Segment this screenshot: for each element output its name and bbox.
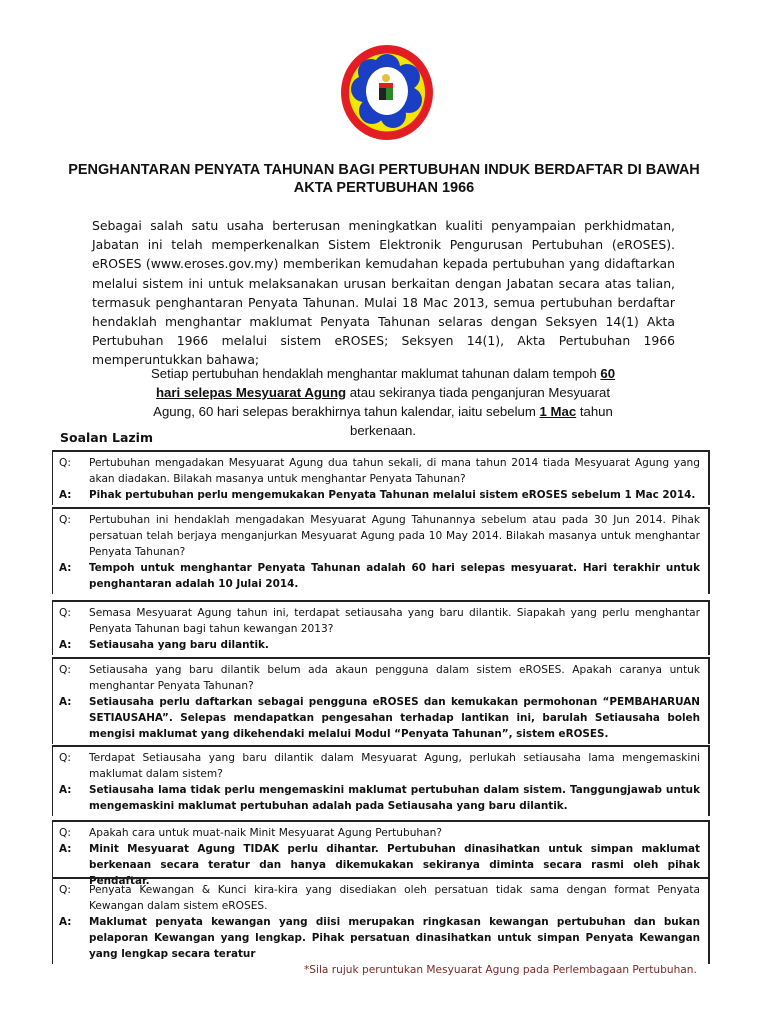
act-quote bbox=[138, 364, 628, 440]
q-label: Q: bbox=[59, 457, 71, 469]
faq-answer bbox=[59, 560, 700, 592]
q-label: Q: bbox=[59, 664, 71, 676]
answer-text: Setiausaha yang baru dilantik. bbox=[89, 639, 269, 651]
a-label: A: bbox=[59, 843, 72, 855]
a-label: A: bbox=[59, 916, 72, 928]
answer-text: Pihak pertubuhan perlu mengemukakan Penyata Tahunan melalui sistem eROSES sebelum 1 Mac 2014. bbox=[89, 489, 696, 501]
faq-question bbox=[59, 605, 700, 637]
faq-question bbox=[59, 512, 700, 560]
faq-question bbox=[59, 662, 700, 694]
faq-item bbox=[52, 877, 710, 964]
q-label: Q: bbox=[59, 827, 71, 839]
quote-text: atau sekiranya tiada penganjuran Mesyuarat Agung, 60 hari selepas berakhirnya tahun kalendar, iaitu sebelum bbox=[153, 385, 610, 419]
faq-item bbox=[52, 600, 710, 655]
answer-text: Setiausaha perlu daftarkan sebagai pengguna eROSES dan kemukakan permohonan “PEMBAHARUAN SETIAUSAHA”. Selepas mendapatkan pengesahan terhadap lantikan ini, barulah Setiausaha boleh mengisi maklumat yang dikehendaki melalui Modul “Penyata Tahunan”, sistem eROSES. bbox=[89, 696, 700, 740]
faq-item bbox=[52, 450, 710, 505]
quote-text: Setiap pertubuhan hendaklah menghantar maklumat tahunan dalam tempoh bbox=[150, 366, 601, 381]
question-text: Terdapat Setiausaha yang baru dilantik dalam Mesyuarat Agung, perlukah setiausaha lama mengemaskini maklumat dalam sistem? bbox=[89, 752, 700, 780]
question-text: Setiausaha yang baru dilantik belum ada akaun pengguna dalam sistem eROSES. Apakah caranya untuk menghantar Penyata Tahunan? bbox=[89, 664, 700, 692]
question-text: Apakah cara untuk muat-naik Minit Mesyuarat Agung Pertubuhan? bbox=[89, 827, 442, 839]
quote-text: tahun berkenaan. bbox=[350, 404, 613, 438]
a-label: A: bbox=[59, 784, 72, 796]
question-text: Semasa Mesyuarat Agung tahun ini, terdapat setiausaha yang baru dilantik. Siapakah yang perlu menghantar Penyata Tahunan bagi tahun kewangan 2013? bbox=[89, 607, 700, 635]
answer-text: Maklumat penyata kewangan yang diisi merupakan ringkasan kewangan pertubuhan dan bukan pelaporan Kewangan yang lengkap. Pihak persatuan dinasihatkan untuk simpan Penyata Kewangan yang lengkap secara teratur bbox=[89, 916, 700, 960]
question-text: Pertubuhan mengadakan Mesyuarat Agung dua tahun sekali, di mana tahun 2014 tiada Mesyuarat Agung yang akan diadakan. Bilakah masanya untuk menghantar Penyata Tahunan? bbox=[89, 457, 700, 485]
faq-answer bbox=[59, 694, 700, 742]
a-label: A: bbox=[59, 639, 72, 651]
intro-paragraph: Sebagai salah satu usaha berterusan meningkatkan kualiti penyampaian perkhidmatan, Jabatan ini telah memperkenalkan Sistem Elektronik Pengurusan Pertubuhan (eROSES). eROSES (www.eroses.gov.my) memberikan kemudahan kepada pertubuhan yang didaftarkan melalui sistem ini untuk melaksanakan urusan berkaitan dengan Jabatan secara atas talian, termasuk penghantaran Penyata Tahunan. Mulai 18 Mac 2013, semua pertubuhan berdaftar hendaklah menghantar maklumat Penyata Tahunan selaras dengan Seksyen 14(1) Akta Pertubuhan 1966 melalui sistem eROSES; Seksyen 14(1), Akta Pertubuhan 1966 memperuntukkan bahawa; bbox=[92, 218, 675, 368]
q-label: Q: bbox=[59, 607, 71, 619]
faq-item bbox=[52, 507, 710, 594]
faq-item bbox=[52, 745, 710, 816]
faq-item bbox=[52, 657, 710, 744]
question-text: Penyata Kewangan & Kunci kira-kira yang disediakan oleh persatuan tidak sama dengan format Penyata Kewangan dalam sistem eROSES. bbox=[89, 884, 700, 912]
quote-underline: 1 Mac bbox=[539, 404, 577, 419]
question-text: Pertubuhan ini hendaklah mengadakan Mesyuarat Agung Tahunannya sebelum atau pada 30 Jun 2014. Pihak persatuan telah berjaya menganjurkan Mesyuarat Agung pada 10 May 2014. Bilakah masanya untuk menghantar Penyata Tahunan? bbox=[89, 514, 700, 558]
q-label: Q: bbox=[59, 884, 71, 896]
answer-text: Setiausaha lama tidak perlu mengemaskini maklumat pertubuhan dalam sistem. Tanggungjawab untuk mengemaskini maklumat pertubuhan adalah pada Setiausaha yang baru dilantik. bbox=[89, 784, 700, 812]
footnote: *Sila rujuk peruntukan Mesyuarat Agung pada Perlembagaan Pertubuhan. bbox=[304, 964, 697, 976]
faq-answer bbox=[59, 782, 700, 814]
faq-answer bbox=[59, 487, 700, 503]
faq-question bbox=[59, 750, 700, 782]
quote-underline: 60 hari selepas Mesyuarat Agung bbox=[156, 366, 616, 400]
faq-question bbox=[59, 882, 700, 914]
a-label: A: bbox=[59, 562, 72, 574]
faq-answer bbox=[59, 637, 700, 653]
a-label: A: bbox=[59, 696, 72, 708]
answer-text: Tempoh untuk menghantar Penyata Tahunan adalah 60 hari selepas mesyuarat. Hari terakhir untuk penghantaran adalah 10 Julai 2014. bbox=[89, 562, 700, 590]
faq-question bbox=[59, 825, 700, 841]
answer-text: Minit Mesyuarat Agung TIDAK perlu dihantar. Pertubuhan dinasihatkan untuk simpan maklumat berkenaan secara teratur dan hanya dikemukakan sekiranya diminta secara rasmi oleh pihak Pendaftar. bbox=[89, 843, 700, 887]
q-label: Q: bbox=[59, 514, 71, 526]
q-label: Q: bbox=[59, 752, 71, 764]
faq-answer bbox=[59, 914, 700, 962]
faq-question bbox=[59, 455, 700, 487]
faq-heading: Soalan Lazim bbox=[60, 430, 153, 445]
document-title: PENGHANTARAN PENYATA TAHUNAN BAGI PERTUBUHAN INDUK BERDAFTAR DI BAWAH AKTA PERTUBUHAN 1966 bbox=[68, 162, 700, 196]
a-label: A: bbox=[59, 489, 72, 501]
organization-logo bbox=[341, 45, 433, 140]
